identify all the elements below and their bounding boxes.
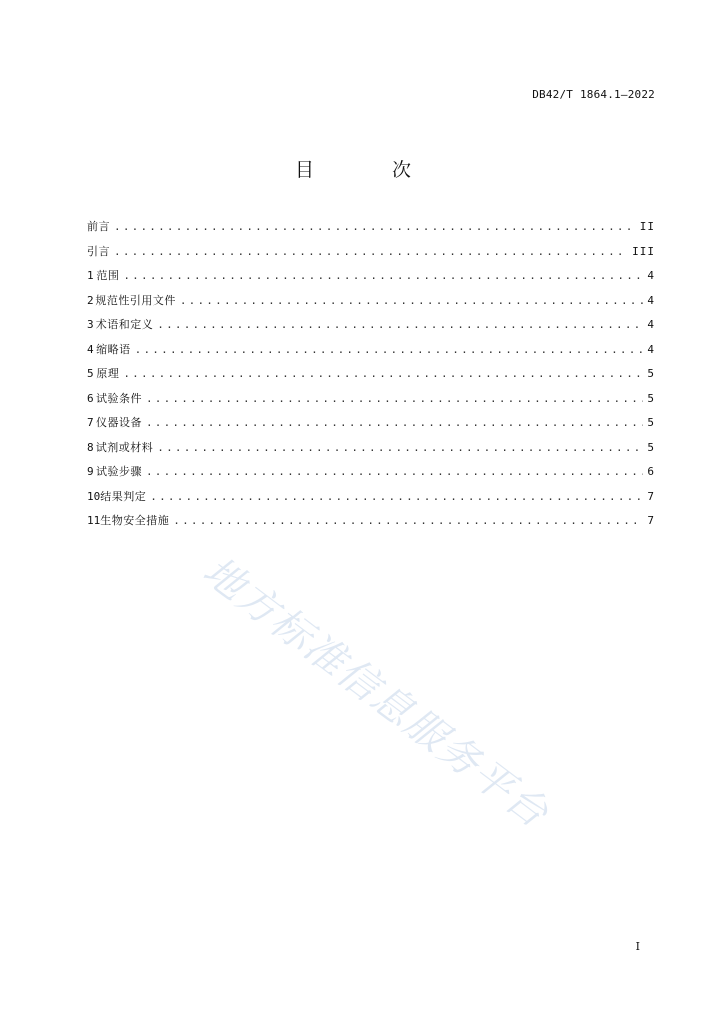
toc-entry-label: 规范性引用文件 [95, 293, 176, 307]
toc-entry-1[interactable] [87, 267, 655, 292]
toc-entry-number: 11 [87, 514, 101, 527]
toc-entry-page: 4 [647, 269, 655, 282]
toc-entry-page: 7 [647, 489, 655, 503]
toc-entry-3[interactable] [87, 316, 655, 341]
toc-entry-8[interactable] [87, 439, 655, 464]
toc-entry-9[interactable] [87, 463, 655, 488]
toc-entry-page: 4 [647, 293, 655, 307]
page-number: I [635, 940, 640, 953]
toc-leader-dots [146, 392, 643, 405]
toc-entry-number: 7 [87, 416, 94, 429]
table-of-contents [87, 218, 655, 537]
watermark-text: 地方标准信息服务平台 [194, 548, 558, 838]
toc-entry-page: 7 [647, 514, 655, 527]
toc-entry-label: 仪器设备 [95, 416, 142, 429]
standard-code: DB42/T 1864.1—2022 [532, 88, 655, 101]
toc-entry-number: 8 [87, 440, 94, 454]
toc-entry-page: 4 [647, 342, 655, 356]
toc-leader-dots [114, 245, 628, 258]
toc-entry-label: 试验步骤 [95, 465, 142, 478]
toc-entry-number: 5 [87, 367, 94, 380]
toc-entry-7[interactable] [87, 414, 655, 439]
toc-entry-label: 缩略语 [96, 342, 131, 356]
toc-entry-11[interactable] [87, 512, 655, 537]
toc-entry-number: 4 [87, 342, 94, 356]
toc-leader-dots [123, 367, 643, 380]
toc-entry-label: 试验条件 [95, 391, 142, 405]
toc-entry-label: 试剂或材料 [95, 440, 154, 454]
toc-leader-dots [114, 220, 636, 233]
toc-leader-dots [146, 465, 643, 478]
toc-entry-label: 前言 [87, 220, 110, 233]
toc-leader-dots [157, 318, 643, 331]
toc-entry-page: 4 [647, 318, 655, 331]
toc-leader-dots [157, 441, 643, 454]
toc-leader-dots [146, 416, 643, 429]
toc-entry-4[interactable] [87, 341, 655, 366]
toc-leader-dots [180, 294, 644, 307]
toc-entry-page: II [639, 220, 655, 233]
toc-entry-foreword[interactable] [87, 218, 655, 243]
toc-leader-dots [135, 343, 644, 356]
toc-leader-dots [123, 269, 643, 282]
toc-entry-number: 2 [87, 293, 94, 307]
toc-entry-number: 9 [87, 465, 94, 478]
toc-entry-page: 5 [647, 367, 655, 380]
toc-entry-label: 生物安全措施 [100, 514, 170, 527]
toc-entry-label: 结果判定 [100, 489, 147, 503]
toc-entry-page: 5 [647, 391, 655, 405]
toc-entry-page: 5 [647, 440, 655, 454]
toc-entry-label: 术语和定义 [95, 318, 154, 331]
toc-leader-dots [150, 490, 643, 503]
toc-entry-10[interactable] [87, 488, 655, 513]
toc-entry-number: 6 [87, 391, 94, 405]
toc-entry-label: 原理 [96, 367, 120, 380]
toc-entry-page: III [632, 244, 655, 258]
page-title: 目 次 [294, 159, 448, 181]
toc-entry-5[interactable] [87, 365, 655, 390]
toc-entry-6[interactable] [87, 390, 655, 415]
toc-entry-2[interactable] [87, 292, 655, 317]
toc-entry-number: 3 [87, 318, 94, 331]
toc-entry-page: 5 [647, 416, 655, 429]
toc-leader-dots [173, 514, 643, 527]
toc-entry-introduction[interactable] [87, 243, 655, 268]
toc-entry-number: 10 [87, 489, 101, 503]
toc-entry-label: 范围 [96, 269, 120, 282]
toc-entry-page: 6 [647, 465, 655, 478]
toc-entry-number: 1 [87, 269, 94, 282]
toc-entry-label: 引言 [87, 244, 110, 258]
